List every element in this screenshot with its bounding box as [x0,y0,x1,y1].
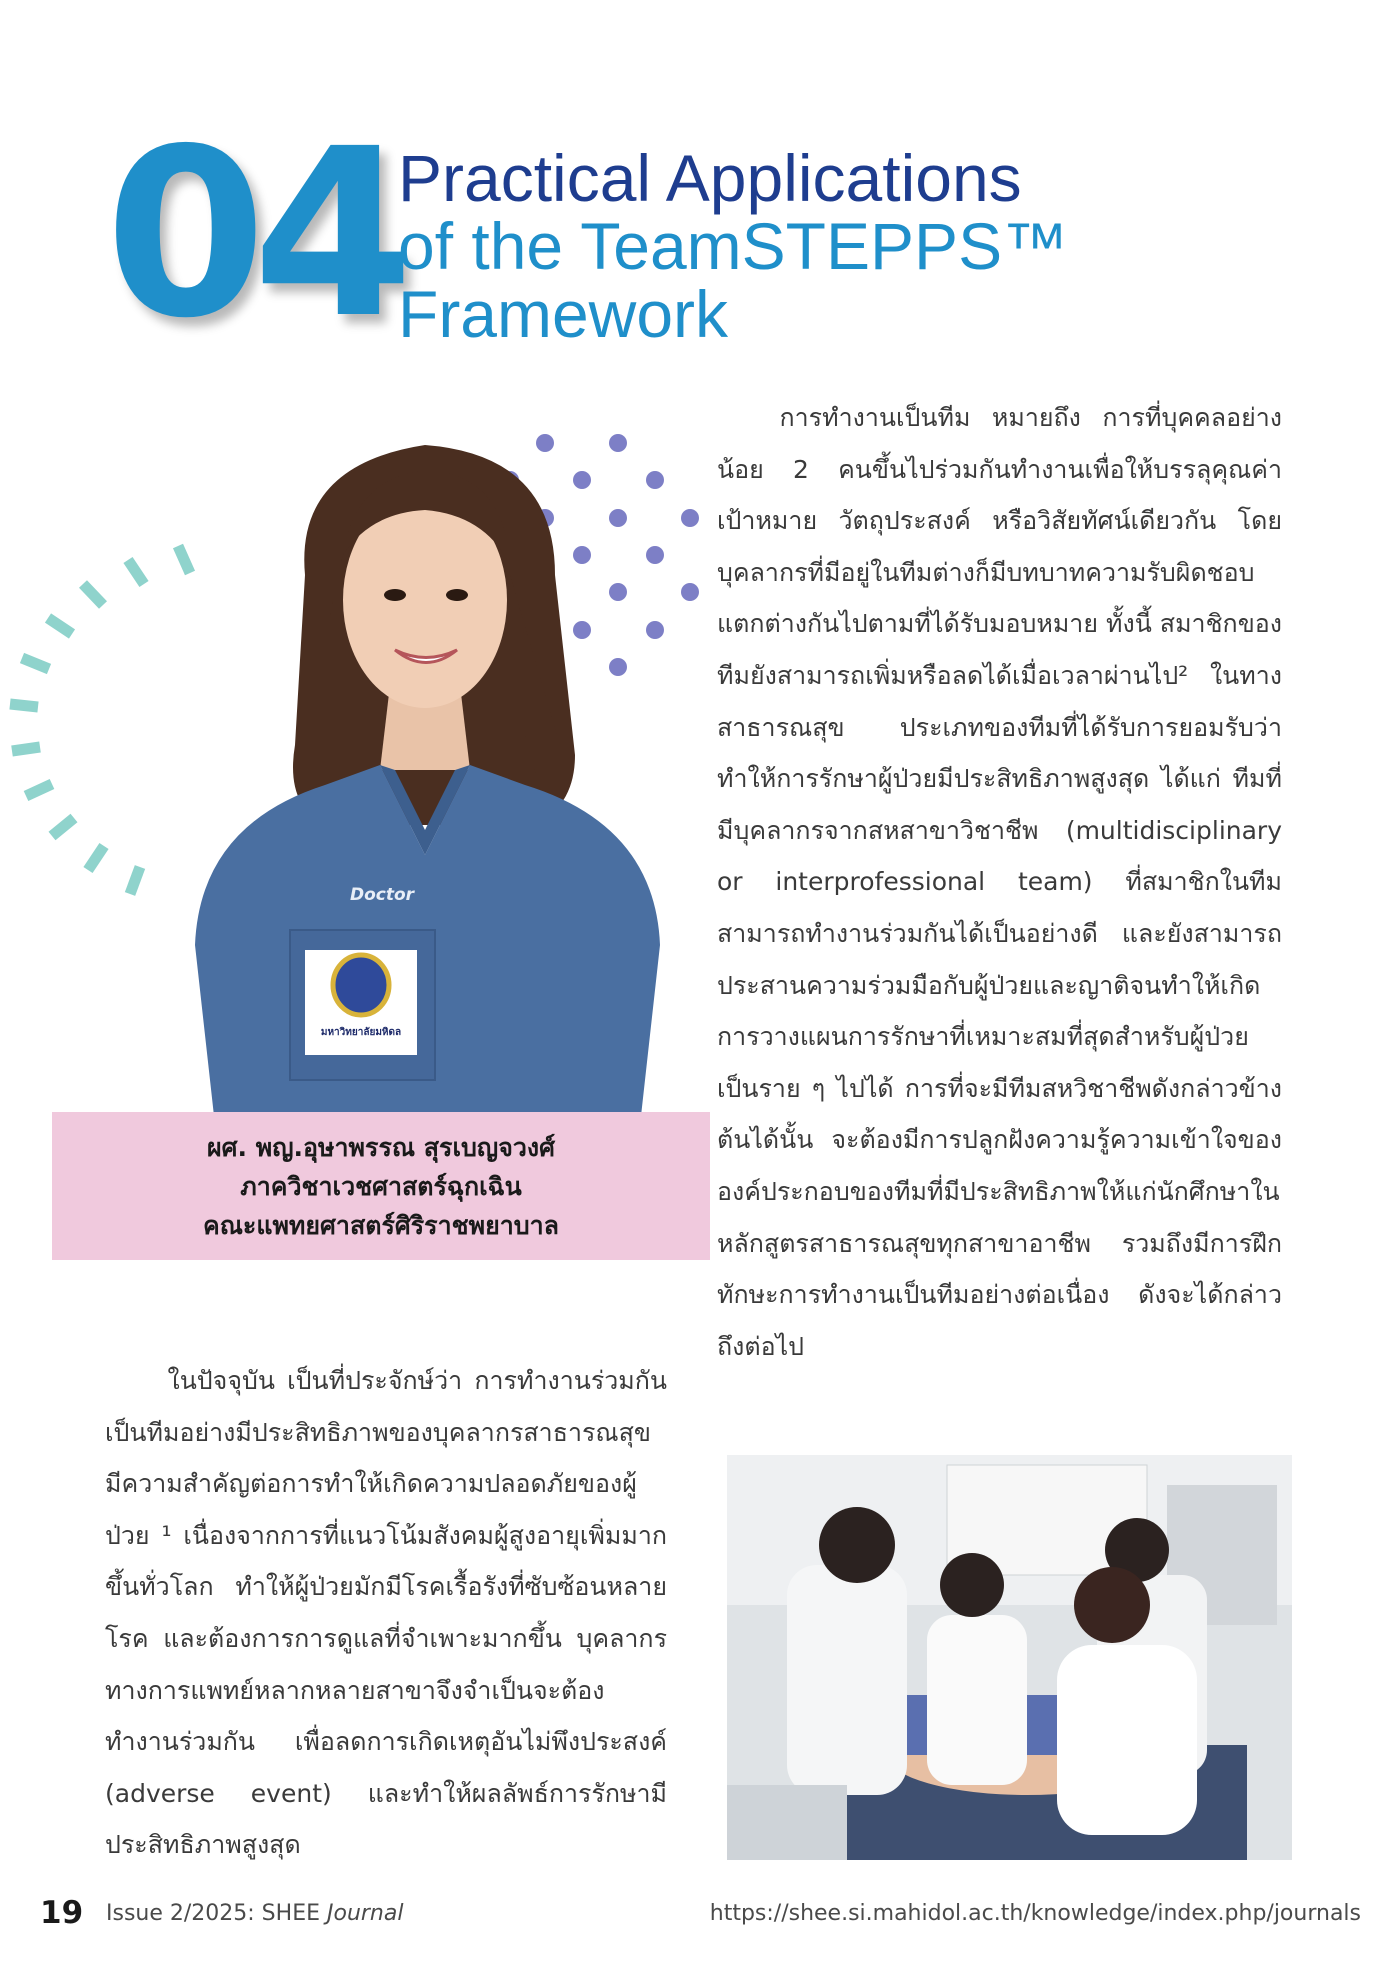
badge-text: มหาวิทยาลัยมหิดล [320,1027,402,1038]
author-name: ผศ. พญ.อุษาพรรณ สุรเบญจวงศ์ [207,1132,555,1162]
scrubs-label: Doctor [350,885,415,905]
issue-text: Issue 2/2025: SHEE [106,1901,327,1926]
journal-url-link[interactable]: https://shee.si.mahidol.ac.th/knowledge/index.php/journals [709,1901,1361,1926]
issue-label [106,1901,403,1926]
author-faculty: คณะแพทยศาสตร์ศิริราชพยาบาล [202,1210,560,1240]
author-photo [155,425,700,1125]
title-line-3: Framework [398,277,729,351]
simulation-training-photo [727,1455,1292,1860]
author-caption [52,1112,710,1260]
article-title [398,141,1298,351]
article-number: 04 [105,99,400,369]
paragraph-introduction: ในปัจจุบัน เป็นที่ประจักษ์ว่า การทำงานร่วมกันเป็นทีมอย่างมีประสิทธิภาพของบุคลากรสาธารณสุขมีความสำคัญต่อการทำให้เกิดความปลอดภัยของผู้ป่วย ¹ เนื่องจากการที่แนวโน้มสังคมผู้สูงอายุเพิ่มมากขึ้นทั่วโลก ทำให้ผู้ป่วยมักมีโรคเรื้อรังที่ซับซ้อนหลายโรค และต้องการการดูแลที่จำเพาะมากขึ้น บุคลากรทางการแพทย์หลากหลายสาขาจึงจำเป็นจะต้องทำงานร่วมกัน เพื่อลดการเกิดเหตุอันไม่พึงประสงค์ (adverse event) และทำให้ผลลัพธ์การรักษามีประสิทธิภาพสูงสุด [105,1366,667,1860]
page-number: 19 [40,1895,84,1931]
journal-word: Journal [327,1901,404,1926]
title-line-1: Practical Applications [398,141,1022,215]
body-text-right [717,392,1282,1372]
body-text-left [105,1355,667,1871]
paragraph-teamwork-definition: การทำงานเป็นทีม หมายถึง การที่บุคคลอย่างน้อย 2 คนขึ้นไปร่วมกันทำงานเพื่อให้บรรลุคุณค่า เป้าหมาย วัตถุประสงค์ หรือวิสัยทัศน์เดียวกัน โดยบุคลากรที่มีอยู่ในทีมต่างก็มีบทบาทความรับผิดชอบแตกต่างกันไปตามที่ได้รับมอบหมาย ทั้งนี้ สมาชิกของทีมยังสามารถเพิ่มหรือลดได้เมื่อเวลาผ่านไป² ในทางสาธารณสุข ประเภทของทีมที่ได้รับการยอมรับว่าทำให้การรักษาผู้ป่วยมีประสิทธิภาพสูงสุด ได้แก่ ทีมที่มีบุคลากรจากสหสาขาวิชาชีพ (multidisciplinary or interprofessional team) ที่สมาชิกในทีมสามารถทำงานร่วมกันได้เป็นอย่างดี และยังสามารถประสานความร่วมมือกับผู้ป่วยและญาติจนทำให้เกิดการวางแผนการรักษาที่เหมาะสมที่สุดสำหรับผู้ป่วยเป็นราย ๆ ไปได้ การที่จะมีทีมสหวิชาชีพดังกล่าวข้างต้นได้นั้น จะต้องมีการปลูกฝังความรู้ความเข้าใจขององค์ประกอบของทีมที่มีประสิทธิภาพให้แก่นักศึกษาในหลักสูตรสาธารณสุขทุกสาขาอาชีพ รวมถึงมีการฝึกทักษะการทำงานเป็นทีมอย่างต่อเนื่อง ดังจะได้กล่าวถึงต่อไป [717,403,1282,1361]
author-department: ภาควิชาเวชศาสตร์ฉุกเฉิน [240,1171,522,1201]
title-line-2: of the TeamSTEPPS™ [398,209,1069,283]
page-footer [0,1895,1386,1935]
